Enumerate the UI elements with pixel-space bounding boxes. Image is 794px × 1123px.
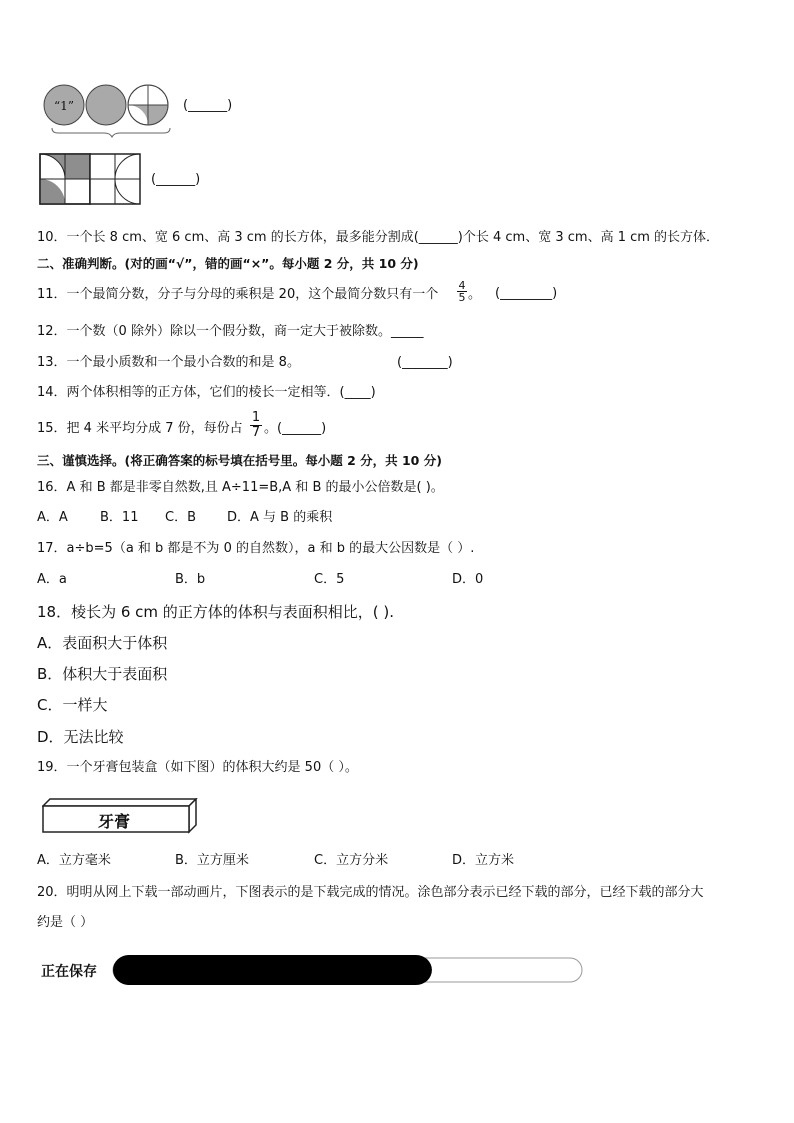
fig2-answer-blank[interactable]: (______) bbox=[151, 172, 201, 187]
toothpaste-box-figure bbox=[42, 798, 200, 834]
q19-option-c[interactable]: C．立方分米 bbox=[314, 853, 389, 868]
q18-option-c[interactable]: C．一样大 bbox=[37, 696, 108, 714]
q17-option-a[interactable]: A．a bbox=[37, 572, 67, 587]
q11-fraction: $\frac{4}{5}$ bbox=[458, 279, 466, 304]
q11-answer-blank[interactable]: (________) bbox=[495, 286, 558, 301]
q19-option-d[interactable]: D．立方米 bbox=[452, 853, 515, 868]
q19-option-a[interactable]: A．立方毫米 bbox=[37, 853, 111, 868]
rectangle-2 bbox=[90, 154, 140, 204]
toothpaste-label: 牙膏 bbox=[98, 812, 131, 831]
q11-period: 。 bbox=[468, 287, 482, 302]
question-18: 18．棱长为 6 cm 的正方体的体积与表面积相比，( ). bbox=[37, 603, 395, 621]
question-15: 15．把 4 米平均分成 7 份，每份占 bbox=[37, 421, 243, 436]
question-11: 11．一个最简分数，分子与分母的乘积是 20，这个最简分数只有一个 bbox=[37, 287, 439, 302]
q18-option-a[interactable]: A．表面积大于体积 bbox=[37, 634, 168, 652]
section-3-header: 三、谨慎选择。(将正确答案的标号填在括号里。每小题 2 分，共 10 分) bbox=[37, 453, 442, 468]
fig1-answer-blank[interactable]: (______) bbox=[183, 98, 233, 113]
brace bbox=[52, 128, 170, 137]
q17-option-b[interactable]: B．b bbox=[175, 572, 206, 587]
question-10: 10．一个长 8 cm、宽 6 cm、高 3 cm 的长方体，最多能分割成(______)个长 4 cm、宽 3 cm、高 1 cm 的长方体． bbox=[37, 230, 720, 245]
section-2-header: 二、准确判断。(对的画“√”，错的画“×”。每小题 2 分，共 10 分) bbox=[37, 256, 419, 271]
q19-option-b[interactable]: B．立方厘米 bbox=[175, 853, 249, 868]
rectangles-figure bbox=[39, 153, 143, 205]
question-20-line-1: 20．明明从网上下载一部动画片，下图表示的是下载完成的情况。涂色部分表示已经下载的部分，已经下载的部分大 bbox=[37, 885, 704, 900]
q16-option-b[interactable]: B．11 bbox=[100, 510, 139, 525]
question-17: 17．a÷b=5（a 和 b 都是不为 0 的自然数），a 和 b 的最大公因数是（ ）. bbox=[37, 541, 475, 556]
question-19: 19．一个牙膏包装盒（如下图）的体积大约是 50（ ）。 bbox=[37, 760, 358, 775]
q13-answer-blank[interactable]: (_______) bbox=[397, 355, 453, 370]
progress-label: 正在保存 bbox=[41, 964, 97, 980]
q15-end: 。(______) bbox=[264, 421, 327, 436]
circle-label: “1” bbox=[54, 99, 74, 113]
q15-fraction: $\frac{1}{7}$ bbox=[251, 410, 261, 440]
q16-option-c[interactable]: C．B bbox=[165, 510, 196, 525]
circle-2 bbox=[86, 85, 126, 125]
q16-option-a[interactable]: A．A bbox=[37, 510, 68, 525]
q18-option-b[interactable]: B．体积大于表面积 bbox=[37, 665, 168, 683]
question-16: 16．A 和 B 都是非零自然数,且 A÷11=B,A 和 B 的最小公倍数是( )。 bbox=[37, 480, 444, 495]
progress-bar bbox=[112, 954, 584, 986]
question-20-line-2: 约是（ ） bbox=[37, 915, 94, 930]
question-14: 14．两个体积相等的正方体，它们的棱长一定相等．(____) bbox=[37, 385, 376, 400]
progress-fill bbox=[113, 955, 432, 985]
circles-figure bbox=[38, 80, 178, 138]
circle-3-quarters bbox=[128, 85, 168, 125]
q10-answer-blank[interactable]: (______) bbox=[413, 230, 463, 245]
question-13: 13．一个最小质数和一个最小合数的和是 8。 bbox=[37, 355, 300, 370]
q17-option-c[interactable]: C．5 bbox=[314, 572, 345, 587]
q18-option-d[interactable]: D．无法比较 bbox=[37, 728, 124, 746]
q16-option-d[interactable]: D．A 与 B 的乘积 bbox=[227, 510, 333, 525]
q17-option-d[interactable]: D．0 bbox=[452, 572, 484, 587]
rectangle-1 bbox=[40, 154, 90, 204]
question-12: 12．一个数（0 除外）除以一个假分数，商一定大于被除数。_____ bbox=[37, 324, 424, 339]
